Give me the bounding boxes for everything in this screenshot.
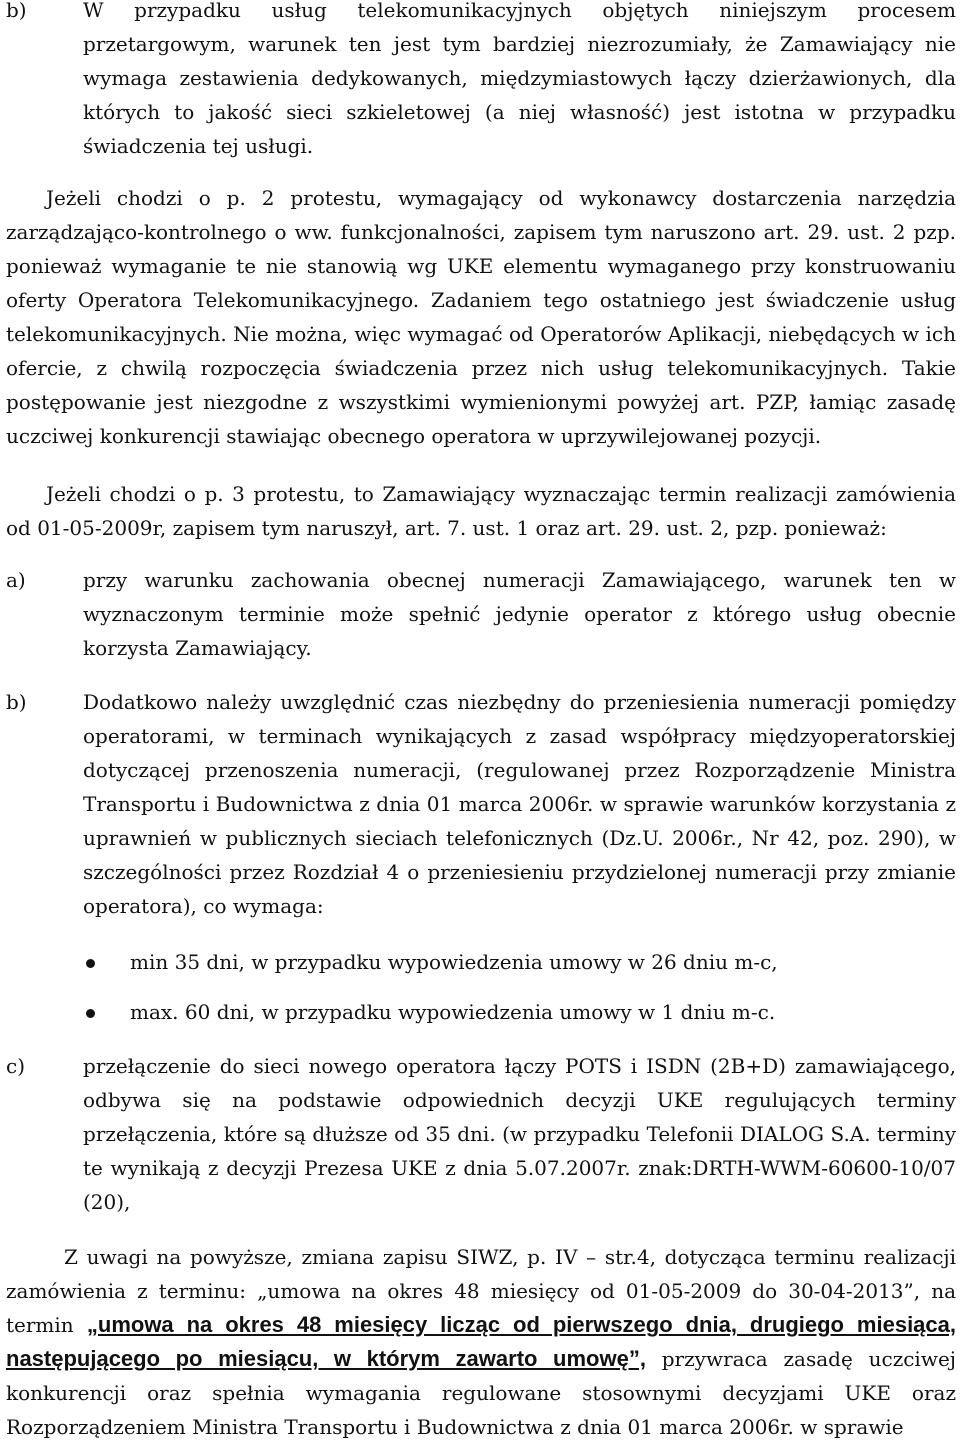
list-item-c	[6, 1049, 956, 1219]
list-label: c)	[6, 1054, 26, 1078]
conclusion-intro: Z uwagi na powyższe, zmiana zapisu SIWZ, p. IV – str.4, dotycząca terminu realizacji zamówienia z terminu: „umowa na okres 48 miesięcy od 01-05-2009 do 30-04-2013”, na termin	[6, 1245, 956, 1337]
list-item-a	[6, 563, 956, 665]
list-item-b-services	[6, 0, 956, 163]
bullet-icon	[86, 959, 95, 968]
bullet-text: max. 60 dni, w przypadku wypowiedzenia umowy w 1 dniu m-c.	[130, 1000, 776, 1024]
list-item-text: przy warunku zachowania obecnej numeracji Zamawiającego, warunek ten w wyznaczonym terminie może spełnić jedynie operator z którego usług obecnie korzysta Zamawiający.	[83, 568, 956, 660]
bullet-text: min 35 dni, w przypadku wypowiedzenia umowy w 26 dniu m-c,	[130, 950, 778, 974]
bullet-item	[86, 945, 946, 979]
list-item-text: Dodatkowo należy uwzględnić czas niezbędny do przeniesienia numeracji pomiędzy operatorami, w terminach wynikających z zasad współpracy międzyoperatorskiej dotyczącej przenoszenia numeracji, (regulowanej przez Rozporządzenie Ministra Transportu i Budownictwa z dnia 01 marca 2006r. w sprawie warunków korzystania z uprawnień w publicznych sieciach telefonicznych (Dz.U. 2006r., Nr 42, poz. 290), w szczególności przez Rozdział 4 o przeniesieniu przydzielonej numeracji przy zmianie operatora), co wymaga:	[83, 690, 956, 918]
list-item-text: przełączenie do sieci nowego operatora łączy POTS i ISDN (2B+D) zamawiającego, odbywa się na podstawie odpowiednich decyzji UKE regulujących terminy przełączenia, które są dłuższe od 35 dni. (w przypadku Telefonii DIALOG S.A. terminy te wynikają z decyzji Prezesa UKE z dnia 5.07.2007r. znak:DRTH-WWM-60600-10/07 (20),	[83, 1054, 956, 1214]
conclusion-paragraph	[6, 1240, 956, 1444]
paragraph-point-3	[6, 477, 956, 545]
list-item-text: W przypadku usług telekomunikacyjnych objętych niniejszym procesem przetargowym, warunek ten jest tym bardziej niezrozumiały, że Zamawiający nie wymaga zestawienia dedykowanych, międzymiastowych łączy dzierżawionych, dla których to jakość sieci szkieletowej (a niej własność) jest istotna w przypadku świadczenia tej usługi.	[83, 0, 956, 158]
list-label: a)	[6, 568, 26, 592]
conclusion-rest: przywraca zasadę uczciwej konkurencji oraz spełnia wymagania regulowane stosownymi decyzjami UKE oraz Rozporządzeniem Ministra Transportu i Budownictwa z dnia 01 marca 2006r. w sprawie	[6, 1347, 956, 1439]
paragraph-text: Jeżeli chodzi o p. 2 protestu, wymagający od wykonawcy dostarczenia narzędzia zarządzająco-kontrolnego o ww. funkcjonalności, zapisem tym naruszono art. 29. ust. 2 pzp. ponieważ wymaganie te nie stanowią wg UKE elementu wymaganego przy konstruowaniu oferty Operatora Telekomunikacyjnego. Zadaniem tego ostatniego jest świadczenie usług telekomunikacyjnych. Nie można, więc wymagać od Operatorów Aplikacji, niebędących w ich ofercie, z chwilą rozpoczęcia świadczenia przez nich usług telekomunikacyjnych. Takie postępowanie jest niezgodne z wszystkimi wymienionymi powyżej art. PZP, łamiąc zasadę uczciwej konkurencji stawiając obecnego operatora w uprzywilejowanej pozycji.	[6, 186, 956, 448]
list-label: b)	[6, 0, 27, 22]
bullet-item	[86, 995, 946, 1029]
paragraph-text: Jeżeli chodzi o p. 3 protestu, to Zamawiający wyznaczając termin realizacji zamówienia od 01-05-2009r, zapisem tym naruszył, art. 7. ust. 1 oraz art. 29. ust. 2, pzp. ponieważ:	[6, 482, 956, 540]
paragraph-point-2	[6, 181, 956, 453]
new-term-text: „umowa na okres 48 miesięcy licząc od pierwszego dnia, drugiego miesiąca, następującego po miesiącu, w którym zawarto umowę”,	[6, 1312, 956, 1371]
list-item-b-porting	[6, 685, 956, 923]
list-label: b)	[6, 690, 27, 714]
bullet-icon	[86, 1009, 95, 1018]
